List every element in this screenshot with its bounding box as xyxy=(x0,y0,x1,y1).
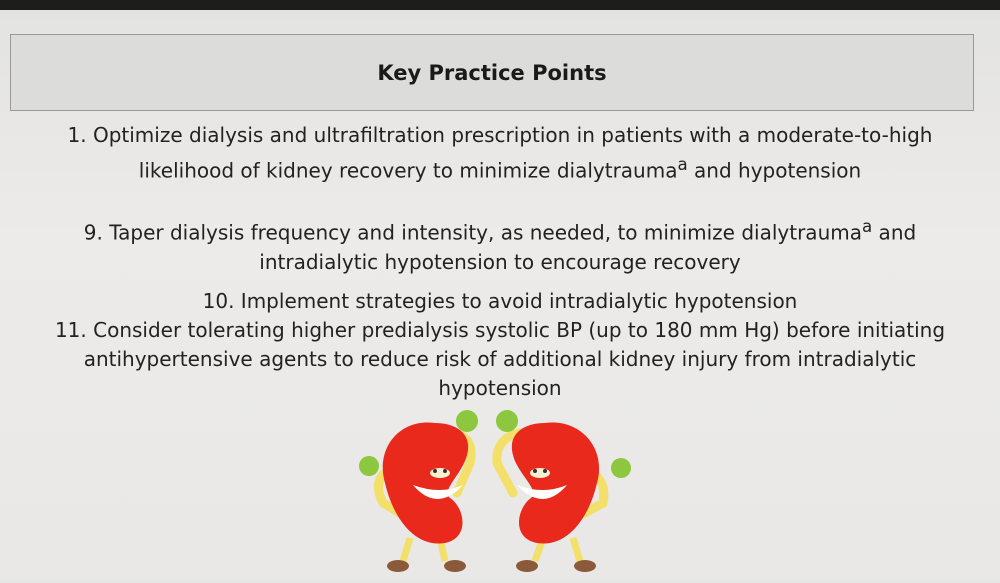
slide-title: Key Practice Points xyxy=(377,60,607,85)
slide xyxy=(0,10,1000,579)
right-kidney-mascot xyxy=(496,410,631,572)
title-banner xyxy=(10,34,974,111)
practice-point-11: 11. Consider tolerating higher predialysis systolic BP (up to 180 mm Hg) before initiating antihypertensive agents to reduce risk of additional kidney injury from intradialytic hypotension xyxy=(54,318,946,400)
practice-point-10: 10. Implement strategies to avoid intradialytic hypotension xyxy=(202,289,798,313)
practice-point-1 xyxy=(30,121,970,186)
left-kidney-mascot xyxy=(359,410,478,572)
practice-point-9 xyxy=(30,212,970,277)
kidney-mascots-icon xyxy=(345,403,645,583)
practice-point-1-tail: and hypotension xyxy=(687,158,862,183)
footnote-marker: a xyxy=(677,155,688,174)
practice-point-9-tail: and intradialytic hypotension to encourage recovery xyxy=(259,220,917,274)
screen-top-edge xyxy=(0,0,1000,10)
practice-point-1-text: 1. Optimize dialysis and ultrafiltration prescription in patients with a moderate-to-high likelihood of kidney recovery to minimize dialytrauma xyxy=(67,123,933,183)
footnote-marker: a xyxy=(861,217,873,236)
practice-point-9-text: 9. Taper dialysis frequency and intensity, as needed, to minimize dialytrauma xyxy=(83,220,862,245)
